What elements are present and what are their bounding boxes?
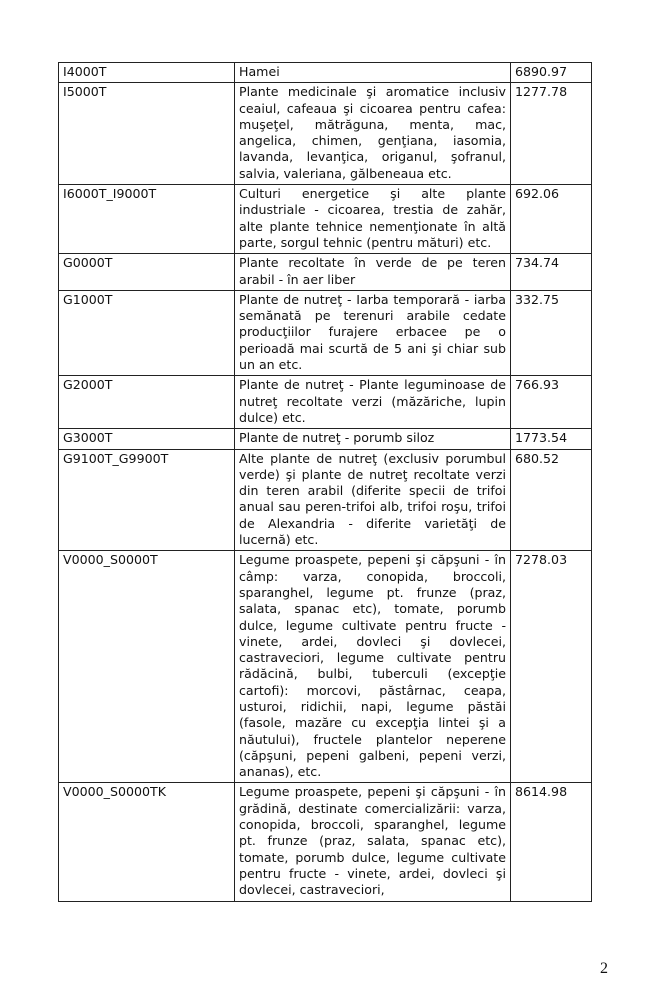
description-cell: Legume proaspete, pepeni şi căpşuni - în grădină, destinate comercializării: varza, conopida, broccoli, sparanghel, legume pt. frunze (praz, salata, spanac etc), tomate, porumb dulce, legume cultivate pentru fructe - vinete, ardei, dovleci şi dovlecei, castraveciori, (235, 783, 511, 901)
value-cell: 8614.98 (511, 783, 592, 901)
description-cell: Culturi energetice şi alte plante industriale - cicoarea, trestia de zahăr, alte plante tehnice nemenţionate în altă parte, sorgul tehnic (pentru mături) etc. (235, 185, 511, 254)
table-row (59, 63, 592, 83)
code-cell: G1000T (59, 290, 235, 375)
value-cell: 332.75 (511, 290, 592, 375)
crop-value-table (58, 62, 592, 902)
description-cell: Plante de nutreţ - Iarba temporară - iarba semănată pe terenuri arabile cedate producţiilor furajere erbacee pe o perioadă mai scurtă de 5 ani şi chiar sub un an etc. (235, 290, 511, 375)
table-row (59, 429, 592, 449)
value-cell: 734.74 (511, 254, 592, 291)
table-row (59, 376, 592, 429)
code-cell: G0000T (59, 254, 235, 291)
table-row (59, 783, 592, 901)
code-cell: V0000_S0000T (59, 551, 235, 783)
value-cell: 766.93 (511, 376, 592, 429)
table-row (59, 254, 592, 291)
value-cell: 1277.78 (511, 83, 592, 185)
code-cell: V0000_S0000TK (59, 783, 235, 901)
value-cell: 692.06 (511, 185, 592, 254)
description-cell: Alte plante de nutreţ (exclusiv porumbul verde) şi plante de nutreţ recoltate verzi din teren arabil (diferite specii de trifoi anual sau peren-trifoi alb, trifoi roşu, trifoi de Alexandria - diferite varietăţi de lucernă) etc. (235, 449, 511, 551)
table-row (59, 290, 592, 375)
table-body (59, 63, 592, 902)
value-cell: 1773.54 (511, 429, 592, 449)
code-cell: G9100T_G9900T (59, 449, 235, 551)
description-cell: Plante de nutreţ - Plante leguminoase de nutreţ recoltate verzi (măzăriche, lupin dulce) etc. (235, 376, 511, 429)
table-row (59, 449, 592, 551)
table-row (59, 83, 592, 185)
description-cell: Plante medicinale şi aromatice inclusiv ceaiul, cafeaua şi cicoarea pentru cafea: muşeţel, mătrăguna, menta, mac, angelica, chimen, genţiana, iasomia, lavanda, levanţica, origanul, şofranul, salvia, valeriana, gălbeneaua etc. (235, 83, 511, 185)
code-cell: G3000T (59, 429, 235, 449)
value-cell: 7278.03 (511, 551, 592, 783)
description-cell: Plante de nutreţ - porumb siloz (235, 429, 511, 449)
code-cell: I5000T (59, 83, 235, 185)
code-cell: G2000T (59, 376, 235, 429)
value-cell: 680.52 (511, 449, 592, 551)
description-cell: Plante recoltate în verde de pe teren arabil - în aer liber (235, 254, 511, 291)
description-cell: Legume proaspete, pepeni şi căpşuni - în câmp: varza, conopida, broccoli, sparanghel, legume pt. frunze (praz, salata, spanac etc), tomate, porumb dulce, legume cultivate pentru fructe - vinete, ardei, dovleci şi dovlecei, castraveciori, legume cultivate pentru rădăcină, bulbi, tuberculi (excepţie cartofi): morcovi, păstârnac, ceapa, usturoi, ridichii, napi, legume păstăi (fasole, mazăre cu excepţia lintei şi a năutului), fructele plantelor neperene (căpşuni, pepeni galbeni, pepeni verzi, ananas), etc. (235, 551, 511, 783)
table-row (59, 551, 592, 783)
value-cell: 6890.97 (511, 63, 592, 83)
description-cell: Hamei (235, 63, 511, 83)
page-number: 2 (600, 960, 608, 977)
code-cell: I4000T (59, 63, 235, 83)
table-row (59, 185, 592, 254)
code-cell: I6000T_I9000T (59, 185, 235, 254)
